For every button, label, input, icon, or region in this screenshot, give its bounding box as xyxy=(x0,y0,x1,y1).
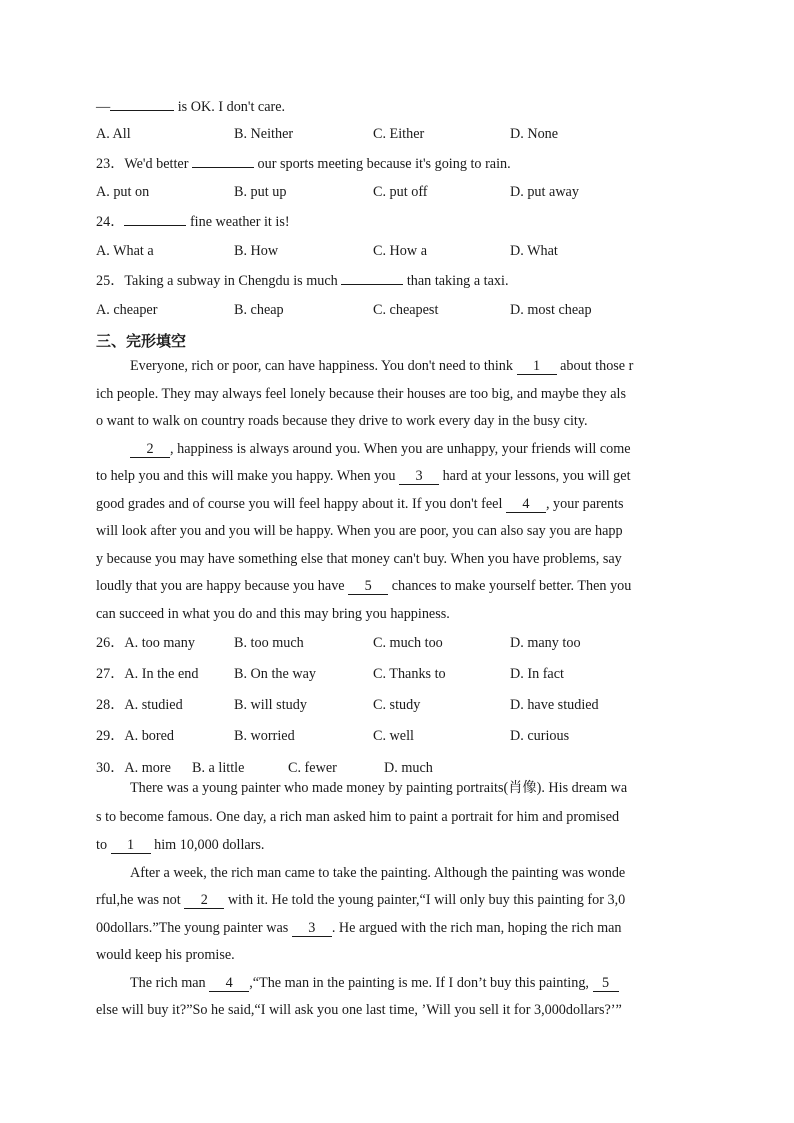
passage1-line: good grades and of course you will feel happy about it. If you don't feel 4 , your parents xyxy=(96,496,624,512)
option-d: D. put away xyxy=(510,184,579,200)
answer-blank xyxy=(124,211,186,226)
answer-blank xyxy=(192,153,254,168)
numbered-blank: 3 xyxy=(399,468,439,485)
q28-options xyxy=(96,695,696,715)
option-b: B. put up xyxy=(234,184,287,200)
passage1-line: to help you and this will make you happy. When you 3 hard at your lessons, you will get xyxy=(96,468,631,484)
answer-blank xyxy=(110,96,174,111)
option-a: 27．A. In the end xyxy=(96,666,199,682)
passage1-line: will look after you and you will be happy. When you are poor, you can also say you are happ xyxy=(96,523,623,539)
answer-blank xyxy=(341,270,403,285)
option-a: A. What a xyxy=(96,243,154,259)
q29-options xyxy=(96,726,696,746)
passage1-line: loudly that you are happy because you have 5 chances to make yourself better. Then you xyxy=(96,578,632,594)
option-c: C. study xyxy=(373,697,421,713)
q30-options xyxy=(96,758,696,778)
numbered-blank: 1 xyxy=(517,358,557,375)
option-c: C. Thanks to xyxy=(373,666,446,682)
option-b: B. Neither xyxy=(234,126,294,142)
q24-stem: 24． fine weather it is! xyxy=(96,211,290,232)
numbered-blank: 1 xyxy=(111,837,151,854)
q26-options xyxy=(96,633,696,653)
passage2-line: 00dollars.”The young painter was 3 . He argued with the rich man, hoping the rich man xyxy=(96,920,622,936)
option-a: 30．A. more xyxy=(96,760,171,776)
passage2-line: There was a young painter who made money by painting portraits(肖像). His dream wa xyxy=(130,780,628,796)
option-d: D. curious xyxy=(510,728,570,744)
passage2-line: rful,he was not 2 with it. He told the young painter,“I will only buy this painting for 3,0 xyxy=(96,892,626,908)
option-a: 29．A. bored xyxy=(96,728,175,744)
option-b: B. On the way xyxy=(234,666,316,682)
q23-stem: 23．We'd better our sports meeting because it's going to rain. xyxy=(96,153,511,174)
q25-options xyxy=(96,300,696,320)
option-d: D. much xyxy=(384,760,433,776)
option-b: B. How xyxy=(234,243,279,259)
numbered-blank: 2 xyxy=(130,441,170,458)
option-b: B. will study xyxy=(234,697,307,713)
numbered-blank: 5 xyxy=(593,975,619,992)
option-c: C. Either xyxy=(373,126,425,142)
option-a: A. put on xyxy=(96,184,150,200)
option-d: D. have studied xyxy=(510,697,599,713)
option-a: A. All xyxy=(96,126,131,142)
q24-options xyxy=(96,241,696,261)
q22-stem: — is OK. I don't care. xyxy=(96,96,285,117)
option-a: A. cheaper xyxy=(96,302,158,318)
option-a: 26．A. too many xyxy=(96,635,195,651)
passage2-line: to 1 him 10,000 dollars. xyxy=(96,837,265,853)
option-d: D. In fact xyxy=(510,666,564,682)
numbered-blank: 3 xyxy=(292,920,332,937)
passage2-line: would keep his promise. xyxy=(96,947,235,963)
passage2-line: The rich man 4 ,“The man in the painting is me. If I don’t buy this painting, 5 xyxy=(96,973,696,993)
section-heading: 三、完形填空 xyxy=(96,332,187,350)
option-a: 28．A. studied xyxy=(96,697,183,713)
option-d: D. many too xyxy=(510,635,581,651)
q23-options xyxy=(96,182,696,202)
passage1-line: Everyone, rich or poor, can have happiness. You don't need to think 1 about those r xyxy=(130,358,634,374)
option-b: B. a little xyxy=(192,760,245,776)
q25-stem: 25．Taking a subway in Chengdu is much than taking a taxi. xyxy=(96,270,509,291)
option-c: C. cheapest xyxy=(373,302,439,318)
option-c: C. How a xyxy=(373,243,427,259)
option-c: C. fewer xyxy=(288,760,337,776)
passage1-line: 2 , happiness is always around you. When you are unhappy, your friends will come xyxy=(96,439,696,459)
passage1-line: ich people. They may always feel lonely because their houses are too big, and maybe they als xyxy=(96,386,627,402)
numbered-blank: 4 xyxy=(209,975,249,992)
passage1-line: can succeed in what you do and this may bring you happiness. xyxy=(96,606,450,622)
q22-options xyxy=(96,124,696,144)
option-c: C. much too xyxy=(373,635,443,651)
option-d: D. None xyxy=(510,126,559,142)
passage1-line: o want to walk on country roads because they drive to work every day in the busy city. xyxy=(96,413,588,429)
passage2-line: else will buy it?”So he said,“I will ask you one last time, ’Will you sell it for 3,000dollars?’” xyxy=(96,1002,622,1018)
numbered-blank: 4 xyxy=(506,496,546,513)
numbered-blank: 2 xyxy=(184,892,224,909)
passage2-line: s to become famous. One day, a rich man asked him to paint a portrait for him and promised xyxy=(96,809,620,825)
option-d: D. most cheap xyxy=(510,302,592,318)
q27-options xyxy=(96,664,696,684)
passage2-line: After a week, the rich man came to take the painting. Although the painting was wonde xyxy=(130,865,626,881)
numbered-blank: 5 xyxy=(348,578,388,595)
option-c: C. well xyxy=(373,728,414,744)
option-b: B. worried xyxy=(234,728,295,744)
option-d: D. What xyxy=(510,243,558,259)
passage1-line: y because you may have something else that money can't buy. When you have problems, say xyxy=(96,551,622,567)
option-b: B. too much xyxy=(234,635,304,651)
option-b: B. cheap xyxy=(234,302,284,318)
option-c: C. put off xyxy=(373,184,428,200)
